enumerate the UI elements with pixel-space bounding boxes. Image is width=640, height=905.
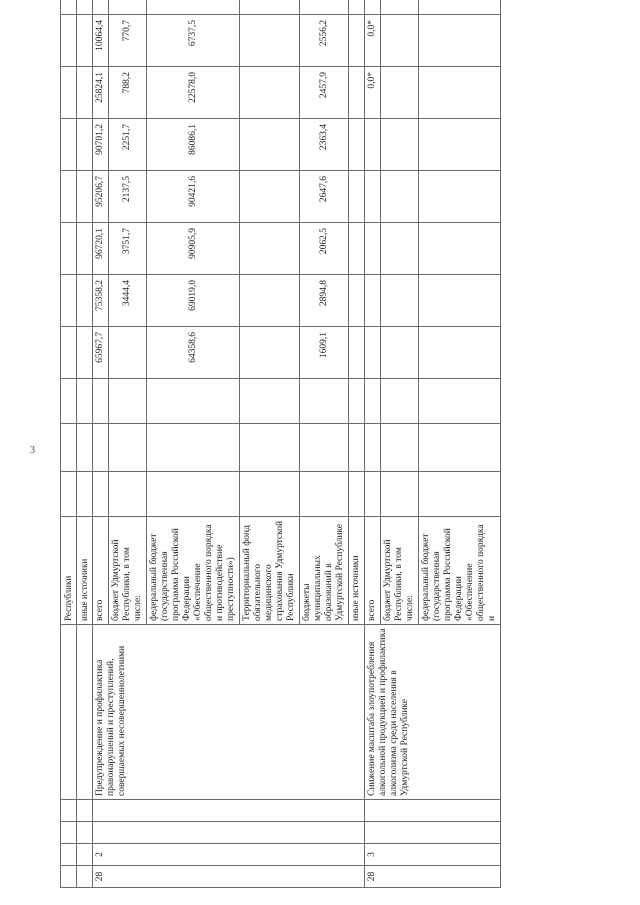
sub-code-cell: 2 [93,844,365,866]
value-cell: 86086,1 [147,119,240,171]
value-cell: 1609,1 [300,327,349,379]
value-cell [147,424,240,472]
source-cell: федеральный бюджет (государственная программа Российской Федерации «Обеспечение общественного порядка и [419,517,501,625]
value-cell: 770,7 [109,15,147,67]
value-cell [93,472,109,517]
value-cell: 6737,5 [147,15,240,67]
value-cell: 25824,1 [93,67,109,119]
value-cell [365,472,381,517]
value-cell: 2062,5 [300,223,349,275]
value-cell: 75358,2 [93,275,109,327]
sub-code-cell: 3 [365,844,501,866]
value-cell: 90905,9 [147,223,240,275]
value-cell [93,379,109,424]
source-cell: иные источники [77,517,93,625]
value-cell: 90421,6 [147,171,240,223]
source-cell: всего [93,517,109,625]
value-cell: 69019,0 [147,275,240,327]
value-cell [365,0,381,15]
value-cell: 95206,7 [93,171,109,223]
source-cell: федеральный бюджет (государственная программа Российской Федерации «Обеспечение общественного порядка и противодействие преступности») [147,517,240,625]
source-cell: бюджеты муниципальных образований в Удмуртской Республике [300,517,349,625]
value-cell: 22578,0 [147,67,240,119]
value-cell [147,472,240,517]
task-name-cell: Предупреждение и профилактика правонарушений и преступлений, совершаемых несовершеннолетними [93,625,365,800]
budget-table [60,0,501,888]
value-cell: 3444,4 [109,275,147,327]
source-cell: Республики [61,517,77,625]
value-cell: 2647,6 [300,171,349,223]
table-row [365,0,381,888]
value-cell [300,379,349,424]
value-cell: 0,0* [365,67,381,119]
value-cell: 96720,1 [93,223,109,275]
budget-table-rotated [60,8,630,888]
value-cell [300,472,349,517]
value-cell: 2457,9 [300,67,349,119]
table-row [77,0,93,888]
value-cell [109,0,147,15]
value-cell [300,424,349,472]
code-cell: 28 [365,866,501,888]
value-cell [365,119,381,171]
value-cell: 2363,4 [300,119,349,171]
value-cell [300,0,349,15]
value-cell [147,379,240,424]
value-cell [365,223,381,275]
table-row [93,0,109,888]
table-row [61,0,77,888]
value-cell: 2137,5 [109,171,147,223]
value-cell [109,424,147,472]
value-cell [365,327,381,379]
source-cell: иные источники [349,517,365,625]
value-cell [365,171,381,223]
value-cell: 90701,2 [93,119,109,171]
value-cell [109,379,147,424]
source-cell: Территориальный фонд обязательного медицинского страхования Удмуртской Республики [240,517,300,625]
value-cell: 65967,7 [93,327,109,379]
value-cell [147,0,240,15]
value-cell [365,424,381,472]
value-cell: 64358,6 [147,327,240,379]
code-cell: 28 [93,866,365,888]
value-cell: 2556,2 [300,15,349,67]
value-cell: 788,2 [109,67,147,119]
value-cell [93,424,109,472]
value-cell: 2894,8 [300,275,349,327]
source-cell: всего [365,517,381,625]
value-cell: 3751,7 [109,223,147,275]
value-cell [93,0,109,15]
value-cell [109,472,147,517]
value-cell: 2251,7 [109,119,147,171]
value-cell: 0,0* [365,15,381,67]
source-cell: бюджет Удмуртской Республики, в том числе: [381,517,419,625]
value-cell [365,379,381,424]
task-name-cell: Снижение масштаба злоупотребления алкогольной продукцией и профилактика алкоголизма среди населения в Удмуртской Республике [365,625,501,800]
value-cell: 10064,4 [93,15,109,67]
value-cell [365,275,381,327]
page-number: 3 [30,445,35,456]
source-cell: бюджет Удмуртской Республики, в том числе: [109,517,147,625]
value-cell [109,327,147,379]
